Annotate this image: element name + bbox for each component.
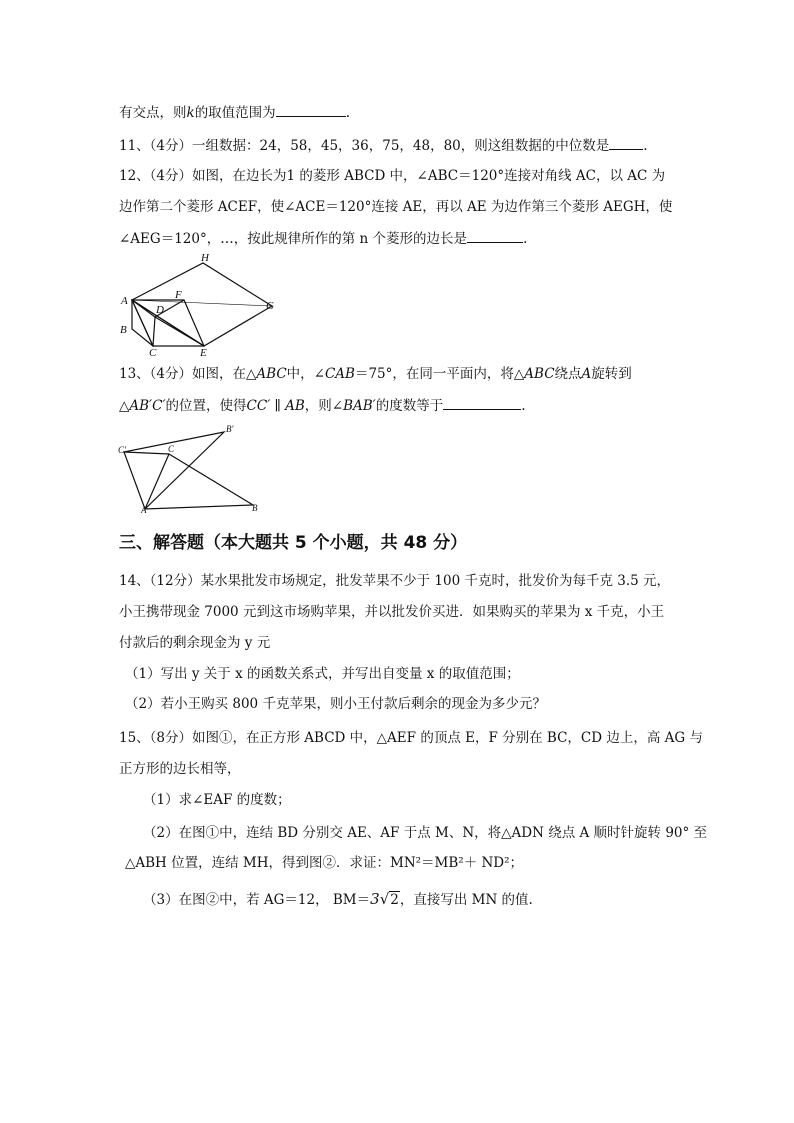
q12-line2: 边作第二个菱形 ACEF，使∠ACE＝120°连接 AE，再以 AE 为边作第三个菱形 AEGH，使 — [119, 199, 673, 215]
sqrt-coefficient: 3 — [370, 890, 380, 908]
label-b: B — [252, 503, 258, 513]
q13-text: 的位置，使得 — [165, 398, 247, 414]
q13-math: AB′C′ — [129, 398, 166, 414]
label-b-prime: B′ — [226, 424, 234, 434]
segment-cc-prime — [124, 452, 169, 454]
q15-sub2-line2: △ABH 位置，连结 MH，得到图②．求证：MN²＝MB²＋ ND²； — [125, 855, 524, 871]
q13-text: ，则∠ — [304, 398, 344, 414]
label-c-prime: C′ — [118, 445, 126, 455]
sqrt-radicand: 2 — [390, 892, 399, 908]
answer-blank — [276, 102, 346, 117]
q11-line — [119, 135, 648, 156]
q13-text: 中，∠ — [286, 366, 325, 382]
q13-math: ABC — [524, 366, 555, 382]
q13-math: A — [581, 366, 592, 382]
q14-line3: 付款后的剩余现金为 y 元 — [119, 635, 271, 651]
q15-line1: 15、（8分）如图①，在正方形 ABCD 中，△AEF 的顶点 E，F 分别在 BC，CD 边上，高 AG 与 — [119, 730, 703, 746]
label-a: A — [141, 505, 147, 514]
sqrt-symbol: √ — [379, 890, 390, 908]
period: . — [643, 138, 648, 154]
triangle-abc — [145, 454, 253, 509]
answer-blank — [609, 135, 643, 150]
q13-math: CC′ ∥ AB — [246, 398, 305, 414]
q13-math: ABC — [256, 366, 287, 382]
q10-var: k — [186, 105, 195, 121]
rotation-figure — [115, 422, 265, 514]
answer-blank — [443, 395, 521, 410]
q15-sub1: （1）求∠EAF 的度数； — [143, 792, 291, 808]
q13-text: ＝75°，在同一平面内，将△ — [354, 366, 525, 382]
q15-line2: 正方形的边长相等， — [119, 761, 241, 777]
q14-sub2: （2）若小王购买 800 千克苹果，则小王付款后剩余的现金为多少元？ — [125, 696, 546, 712]
label-e: E — [200, 347, 207, 359]
q11-text: 11、（4分）一组数据：24，58，45，36，75，48，80，则这组数据的中位数是 — [119, 138, 610, 154]
q13-text: 旋转到 — [591, 366, 632, 382]
q13-math: CAB — [324, 366, 355, 382]
label-a: A — [121, 295, 128, 307]
diagonal-ag — [132, 300, 272, 306]
q13-text: △ — [119, 398, 130, 414]
q10-text-rest: 的取值范围为 — [194, 105, 276, 121]
rhombus-figure — [115, 250, 290, 360]
q12-text: ∠AEG＝120°，…，按此规律所作的第 n 个菱形的边长是 — [119, 231, 467, 247]
q15-sub3-text-end: ，直接写出 MN 的值. — [399, 892, 533, 908]
q12-line1: 12、（4分）如图，在边长为1 的菱形 ABCD 中，∠ABC＝120°连接对角线 AC，以 AC 为 — [119, 168, 666, 184]
label-c: C — [149, 347, 157, 359]
q15-sub3-text: （3）在图②中，若 AG＝12， BM＝ — [143, 892, 371, 908]
q15-sub2-line1: （2）在图①中，连结 BD 分别交 AE、AF 于点 M、N，将△ADN 绕点 A 顺时针旋转 90° 至 — [143, 825, 708, 841]
q15-sub3 — [143, 889, 533, 910]
q13-math: BAB′ — [343, 398, 376, 414]
section-heading: 三、解答题（本大题共 5 个小题，共 48 分） — [119, 533, 468, 553]
q13-line1 — [119, 364, 632, 384]
period: . — [521, 398, 526, 414]
q12-line3 — [119, 228, 527, 249]
period: . — [345, 105, 350, 121]
q10-text: 有交点，则 — [119, 105, 187, 121]
q14-line2: 小王携带现金 7000 元到这市场购苹果，并以批发价买进．如果购买的苹果为 x 千克，小王 — [119, 604, 665, 620]
label-h: H — [201, 252, 209, 264]
label-c: C — [168, 444, 175, 454]
label-g: G — [266, 300, 274, 312]
q14-sub1: （1）写出 y 关于 x 的函数关系式，并写出自变量 x 的取值范围； — [125, 666, 520, 682]
label-f: F — [175, 289, 182, 301]
label-d: D — [156, 304, 164, 316]
q13-text: 的度数等于 — [375, 398, 444, 414]
q14-line1: 14、（12分）某水果批发市场规定，批发苹果不少于 100 千克时，批发价为每千克 3.5 元， — [119, 573, 671, 589]
period: . — [523, 231, 528, 247]
q10-line — [119, 102, 350, 123]
segment-de — [155, 317, 204, 346]
q13-line2 — [119, 395, 526, 416]
label-b: B — [120, 324, 127, 336]
answer-blank — [467, 228, 523, 243]
q13-text: 绕点 — [554, 366, 582, 382]
q13-text: 13、（4分）如图，在△ — [119, 366, 257, 382]
rhombus-aegh — [132, 263, 272, 346]
